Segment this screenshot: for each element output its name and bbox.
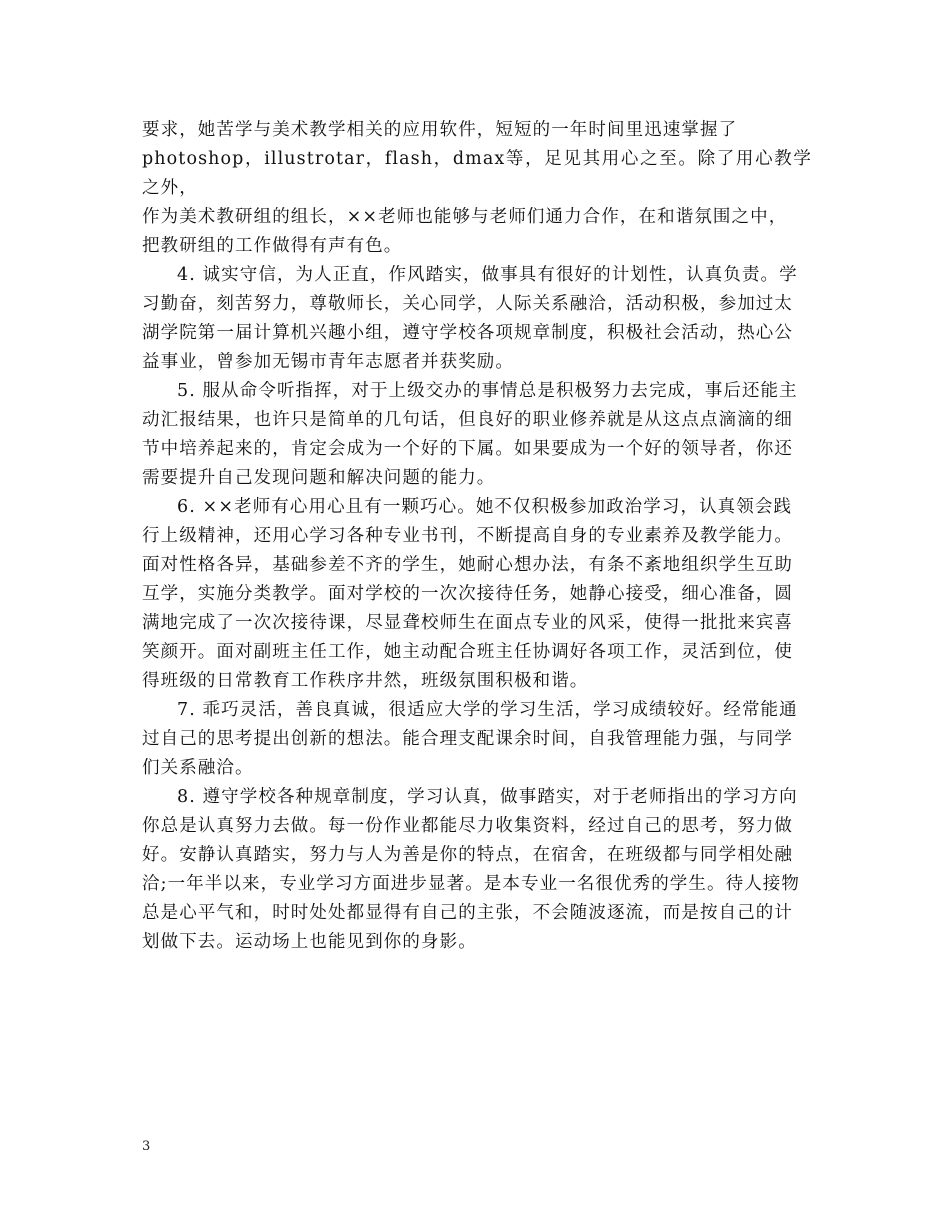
paragraph — [142, 783, 812, 957]
text-line: 过自己的思考提出创新的想法。能合理支配课余时间，自我管理能力强，与同学 — [142, 729, 793, 749]
paragraph — [142, 696, 812, 783]
text-line: 好。安静认真踏实，努力与人为善是你的特点，在宿舍，在班级都与同学相处融 — [142, 845, 793, 865]
text-line: 4. 诚实守信，为人正直，作风踏实，做事具有很好的计划性，认真负责。学 — [177, 265, 798, 285]
text-line: 们关系融洽。 — [142, 758, 254, 778]
document-body — [142, 116, 812, 957]
page-number: 3 — [142, 1139, 151, 1154]
text-line: 划做下去。运动场上也能见到你的身影。 — [142, 932, 477, 952]
text-line: 益事业，曾参加无锡市青年志愿者并获奖励。 — [142, 352, 514, 372]
text-line: 8. 遵守学校各种规章制度，学习认真，做事踏实，对于老师指出的学习方向 — [177, 787, 798, 807]
text-line: 得班级的日常教育工作秩序井然，班级氛围积极和谐。 — [142, 671, 589, 691]
text-line: 互学，实施分类教学。面对学校的一次次接待任务，她静心接受，细心准备，圆 — [142, 584, 793, 604]
text-line: photoshop，illustrotar，flash，dmax等，足见其用心之至。除了用心教学之外， — [142, 149, 812, 198]
text-line: 6. ××老师有心用心且有一颗巧心。她不仅积极参加政治学习，认真领会践 — [177, 497, 793, 517]
text-line: 总是心平气和，时时处处都显得有自己的主张，不会随波逐流，而是按自己的计 — [142, 903, 793, 923]
text-line: 节中培养起来的，肯定会成为一个好的下属。如果要成为一个好的领导者，你还 — [142, 439, 793, 459]
text-line: 需要提升自己发现问题和解决问题的能力。 — [142, 468, 496, 488]
text-line: 洽;一年半以来，专业学习方面进步显著。是本专业一名很优秀的学生。待人接物 — [142, 874, 800, 894]
text-line: 要求，她苦学与美术教学相关的应用软件，短短的一年时间里迅速掌握了 — [142, 120, 738, 140]
text-line: 5. 服从命令听指挥，对于上级交办的事情总是积极努力去完成，事后还能主 — [177, 381, 798, 401]
text-line: 满地完成了一次次接待课，尽显聋校师生在面点专业的风采，使得一批批来宾喜 — [142, 613, 793, 633]
text-line: 作为美术教研组的组长，××老师也能够与老师们通力合作，在和谐氛围之中， — [142, 207, 788, 227]
text-line: 把教研组的工作做得有声有色。 — [142, 236, 403, 256]
paragraph — [142, 493, 812, 696]
text-line: 你总是认真努力去做。每一份作业都能尽力收集资料，经过自己的思考，努力做 — [142, 816, 793, 836]
text-line: 笑颜开。面对副班主任工作，她主动配合班主任协调好各项工作，灵活到位，使 — [142, 642, 793, 662]
paragraph — [142, 377, 812, 493]
text-line: 行上级精神，还用心学习各种专业书刊，不断提高自身的专业素养及教学能力。 — [142, 526, 793, 546]
text-line: 动汇报结果，也许只是简单的几句话，但良好的职业修养就是从这点点滴滴的细 — [142, 410, 793, 430]
paragraph — [142, 261, 812, 377]
text-line: 习勤奋，刻苦努力，尊敬师长，关心同学，人际关系融洽，活动积极，参加过太 — [142, 294, 793, 314]
text-line: 面对性格各异，基础参差不齐的学生，她耐心想办法，有条不紊地组织学生互助 — [142, 555, 793, 575]
text-line: 7. 乖巧灵活，善良真诚，很适应大学的学习生活，学习成绩较好。经常能通 — [177, 700, 798, 720]
text-line: 湖学院第一届计算机兴趣小组，遵守学校各项规章制度，积极社会活动，热心公 — [142, 323, 793, 343]
paragraph — [142, 116, 812, 261]
